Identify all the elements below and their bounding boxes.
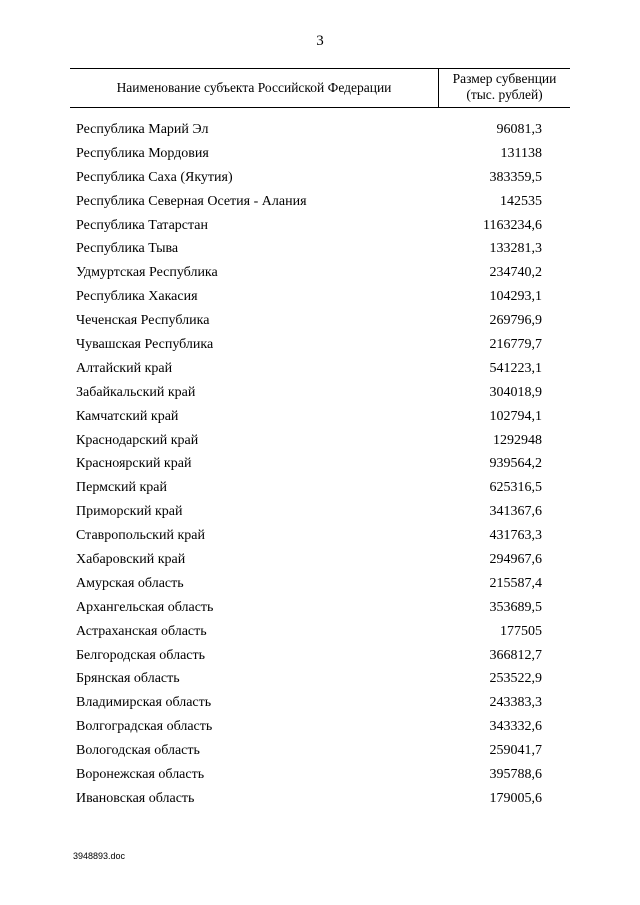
region-name: Пермский край: [76, 480, 167, 496]
region-name: Удмуртская Республика: [76, 265, 218, 281]
table-row: [0, 454, 640, 478]
region-name: Белгородская область: [76, 647, 206, 663]
subvention-value: 341367,6: [489, 504, 542, 520]
table-body: [0, 120, 640, 813]
table-row: [0, 383, 640, 407]
footer-filename: 3948893.doc: [73, 851, 126, 861]
subvention-value: 1292948: [493, 432, 542, 448]
region-name: Чеченская Республика: [76, 313, 210, 329]
region-name: Приморский край: [76, 504, 183, 520]
subvention-value: 96081,3: [496, 122, 542, 137]
region-name: Хабаровский край: [76, 552, 186, 568]
region-name: Республика Татарстан: [76, 217, 209, 233]
table-row: [0, 646, 640, 670]
subvention-value: 1163234,6: [483, 217, 542, 233]
table-row: [0, 216, 640, 240]
table-row: [0, 192, 640, 216]
region-name: Чувашская Республика: [76, 337, 214, 353]
column-header-value: [439, 71, 570, 103]
region-name: Республика Хакасия: [76, 289, 198, 305]
subvention-value: 216779,7: [489, 337, 542, 353]
table-row: [0, 478, 640, 502]
subvention-value: 625316,5: [489, 480, 542, 496]
region-name: Брянская область: [76, 671, 180, 687]
table-row: [0, 622, 640, 646]
subvention-value: 353689,5: [489, 599, 542, 615]
region-name: Алтайский край: [76, 360, 173, 376]
subvention-value: 234740,2: [489, 265, 542, 281]
subvention-value: 243383,3: [489, 695, 542, 711]
table-row: [0, 239, 640, 263]
subvention-value: 304018,9: [489, 384, 542, 400]
subvention-value: 253522,9: [489, 671, 542, 687]
table-row: [0, 789, 640, 813]
region-name: Ставропольский край: [76, 528, 205, 544]
region-name: Республика Мордовия: [76, 145, 209, 161]
subvention-value: 133281,3: [489, 241, 542, 257]
subvention-value: 104293,1: [489, 289, 542, 305]
region-name: Астраханская область: [76, 623, 207, 639]
subvention-value: 383359,5: [489, 169, 542, 185]
region-name: Архангельская область: [76, 599, 214, 615]
table-row: [0, 335, 640, 359]
table-row: [0, 144, 640, 168]
table-row: [0, 168, 640, 192]
region-name: Владимирская область: [76, 695, 212, 711]
region-name: Ивановская область: [76, 790, 195, 806]
region-name: Республика Тыва: [76, 241, 179, 257]
subvention-value: 366812,7: [489, 647, 542, 663]
table-row: [0, 574, 640, 598]
subvention-value: 131138: [500, 145, 542, 161]
subvention-value: 541223,1: [489, 360, 542, 376]
subvention-value: 177505: [500, 623, 542, 639]
subvention-value: 259041,7: [489, 743, 542, 759]
region-name: Краснодарский край: [76, 432, 199, 448]
table-row: [0, 287, 640, 311]
table-row: [0, 765, 640, 789]
table-row: [0, 693, 640, 717]
region-name: Забайкальский край: [76, 384, 196, 400]
subvention-value: 215587,4: [489, 575, 542, 591]
subvention-value: 179005,6: [489, 790, 542, 806]
region-name: Республика Северная Осетия - Алания: [76, 193, 307, 209]
subvention-value: 294967,6: [489, 552, 542, 568]
region-name: Волгоградская область: [76, 719, 213, 735]
table-row: [0, 741, 640, 765]
subvention-value: 269796,9: [489, 313, 542, 329]
region-name: Республика Саха (Якутия): [76, 169, 233, 185]
subvention-value: 102794,1: [489, 408, 542, 424]
region-name: Красноярский край: [76, 456, 192, 472]
region-name: Вологодская область: [76, 743, 200, 759]
region-name: Камчатский край: [76, 408, 179, 424]
subvention-value: 431763,3: [489, 528, 542, 544]
region-name: Воронежская область: [76, 767, 205, 783]
table-row: [0, 359, 640, 383]
table-row: [0, 526, 640, 550]
table-row: [0, 502, 640, 526]
table-row: [0, 669, 640, 693]
table-row: [0, 550, 640, 574]
subvention-value: 343332,6: [489, 719, 542, 735]
table-row: [0, 311, 640, 335]
subvention-value: 142535: [500, 193, 542, 209]
page-number: 3: [316, 33, 324, 49]
column-header-name: Наименование субъекта Российской Федерации: [116, 80, 392, 95]
table-row: [0, 120, 640, 144]
table-row: [0, 598, 640, 622]
table-row: [0, 717, 640, 741]
table-header: [70, 68, 570, 108]
table-row: [0, 431, 640, 455]
subvention-value: 395788,6: [489, 767, 542, 783]
table-row: [0, 263, 640, 287]
column-header-value-line1: Размер субвенции: [452, 71, 557, 86]
column-header-value-line2: (тыс. рублей): [466, 87, 543, 102]
region-name: Амурская область: [76, 575, 184, 591]
subvention-value: 939564,2: [489, 456, 542, 472]
table-row: [0, 407, 640, 431]
region-name: Республика Марий Эл: [76, 122, 209, 137]
